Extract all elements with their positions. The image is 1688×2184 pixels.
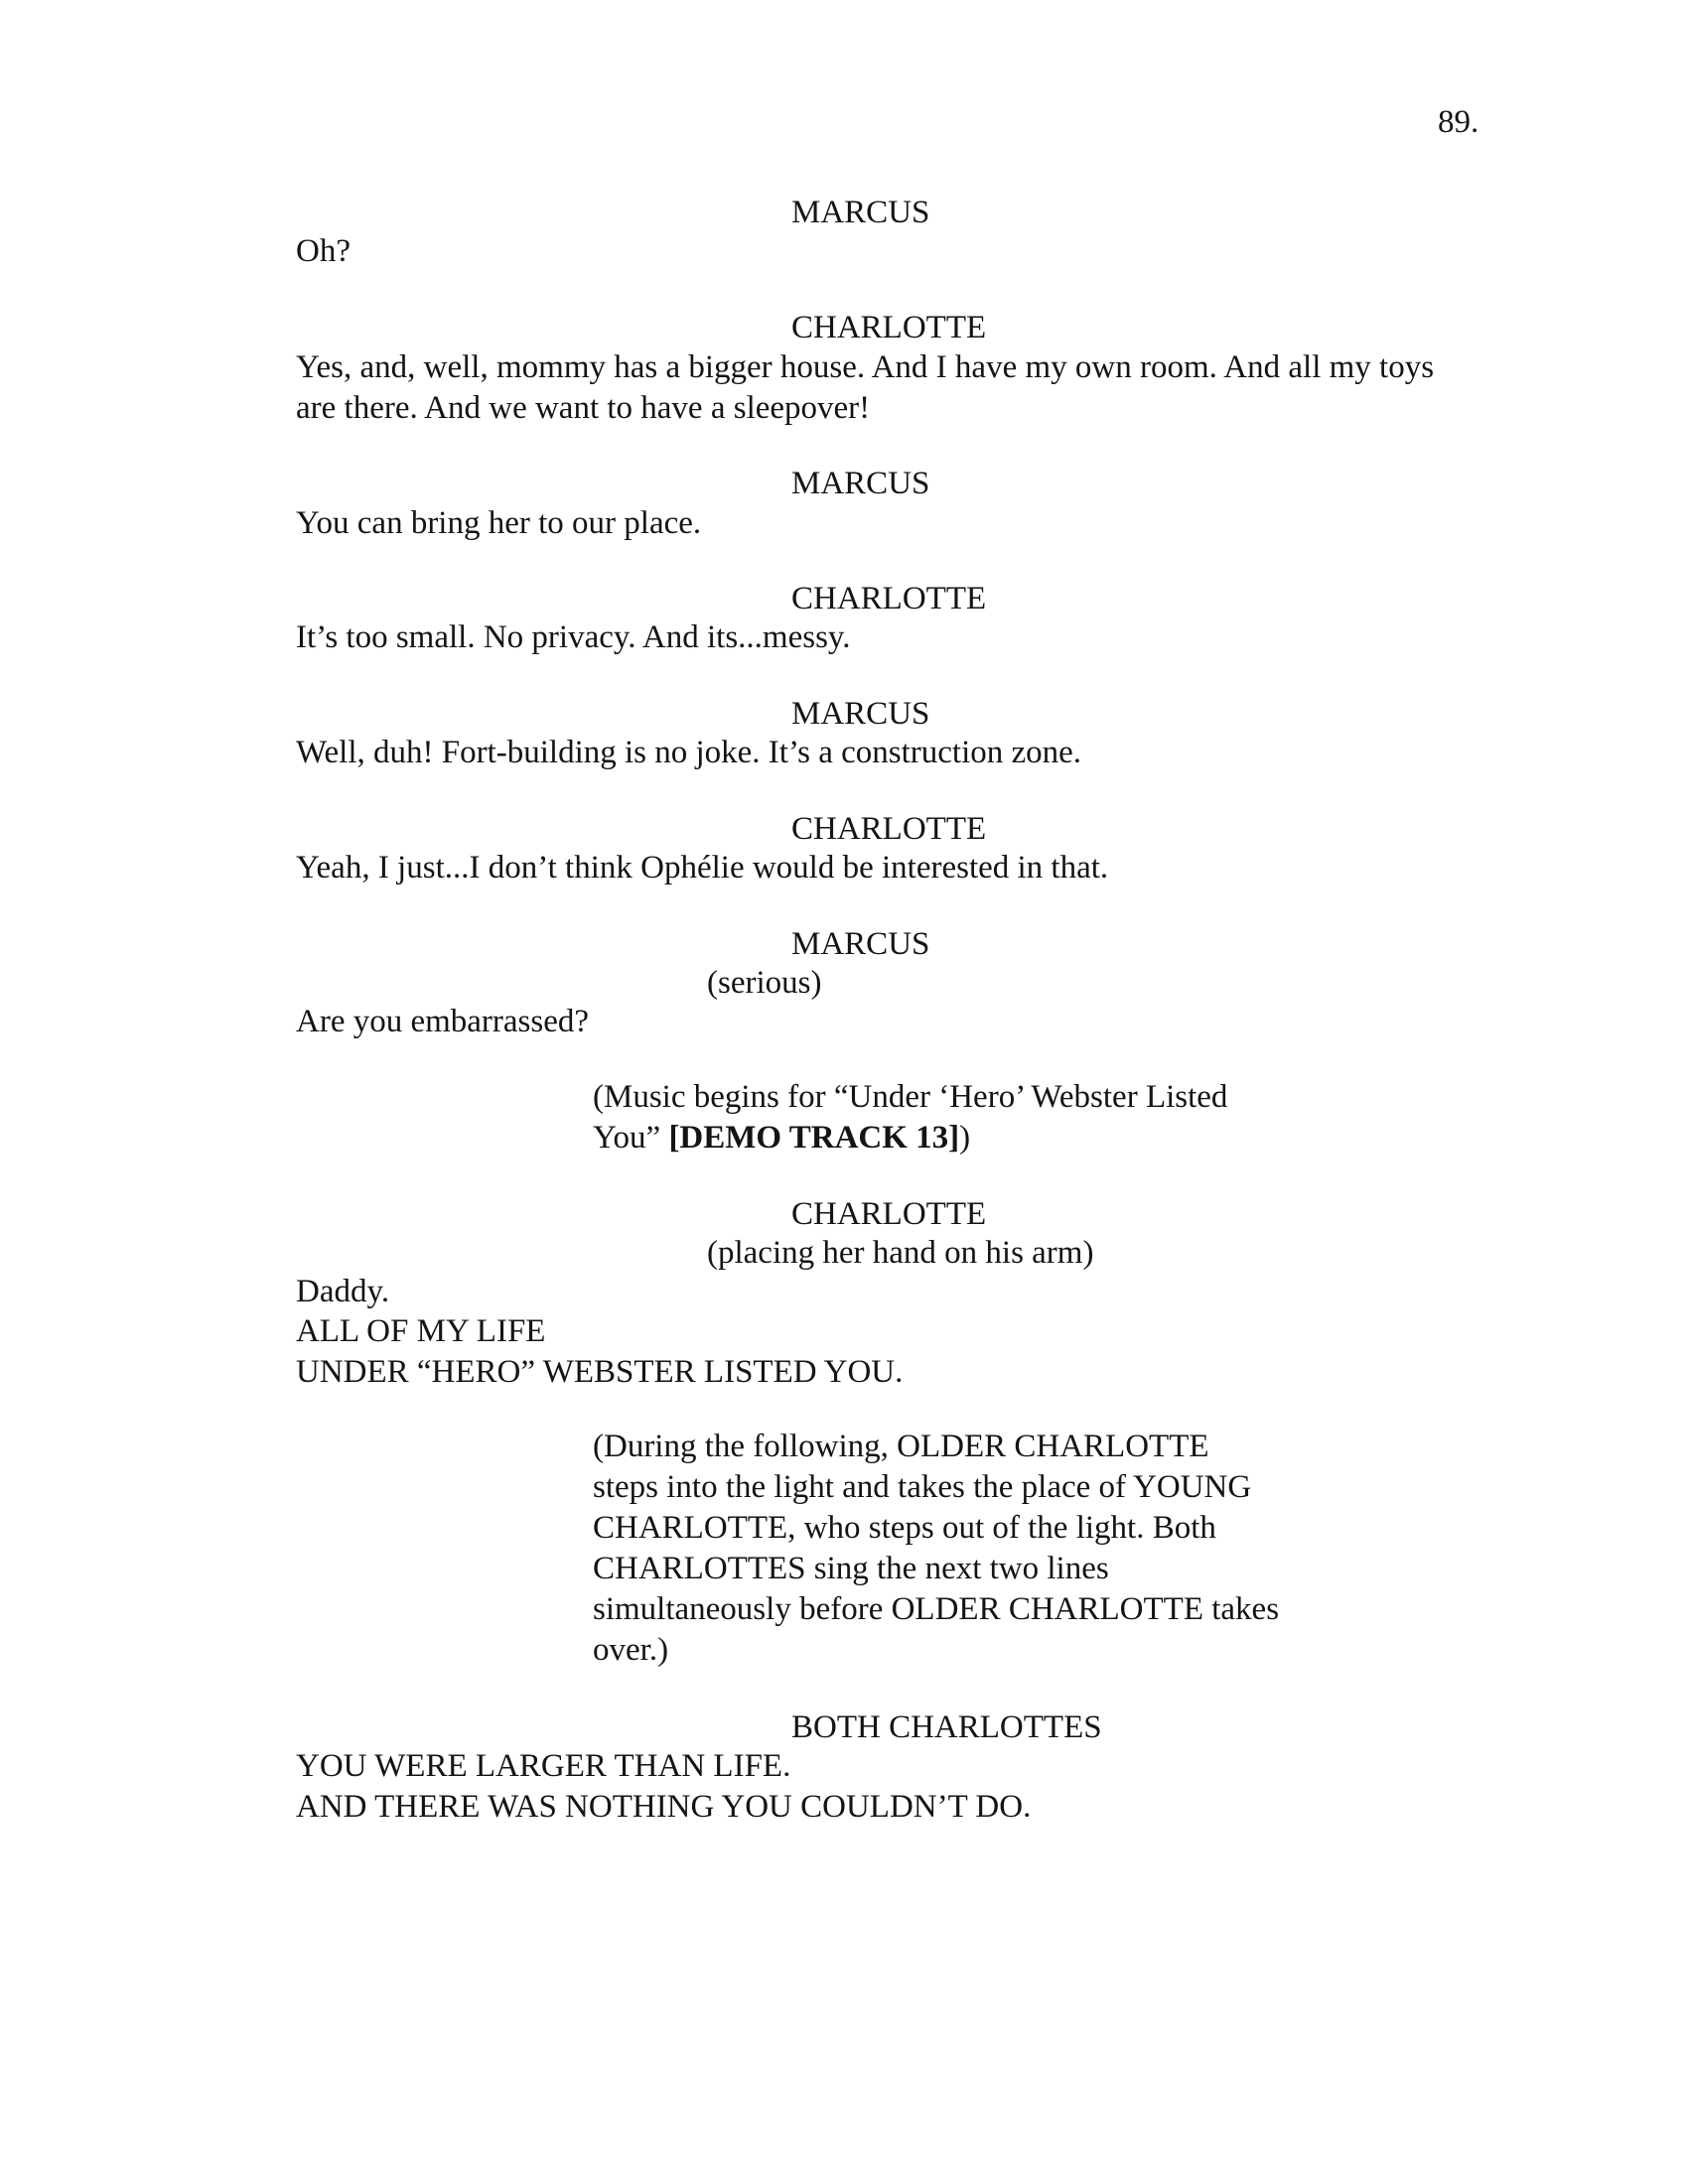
dialogue-line: Yeah, I just...I don’t think Ophélie would be interested in that. (296, 850, 1109, 886)
stage-direction (593, 1077, 1308, 1159)
stage-direction-line: over.) (593, 1632, 669, 1668)
dialogue-line: It’s too small. No privacy. And its...messy. (296, 619, 851, 655)
parenthetical: (placing her hand on his arm) (707, 1235, 1094, 1271)
dialogue-line: Well, duh! Fort-building is no joke. It’s a construction zone. (296, 735, 1082, 770)
stage-direction-line: (Music begins for “Under ‘Hero’ Webster Listed (593, 1079, 1228, 1115)
character-name: MARCUS (791, 195, 930, 230)
demo-track-label: [DEMO TRACK 13] (668, 1120, 960, 1156)
stage-direction-line: CHARLOTTES sing the next two lines (593, 1551, 1109, 1586)
stage-direction-text: You” (593, 1120, 669, 1156)
parenthetical: (serious) (707, 965, 822, 1001)
character-name: MARCUS (791, 926, 930, 962)
stage-direction-line: steps into the light and takes the place of YOUNG (593, 1469, 1252, 1505)
page-number: 89. (1438, 104, 1479, 140)
stage-direction-text: ) (959, 1120, 971, 1156)
dialogue-line: Daddy. (296, 1274, 390, 1309)
stage-direction-line (593, 1118, 1308, 1159)
character-name: BOTH CHARLOTTES (791, 1709, 1102, 1745)
dialogue-line: You can bring her to our place. (296, 505, 702, 541)
character-name: MARCUS (791, 696, 930, 732)
character-name: CHARLOTTE (791, 310, 987, 345)
stage-direction (593, 1427, 1308, 1671)
dialogue-line: Yes, and, well, mommy has a bigger house. And I have my own room. And all my toys (296, 349, 1435, 385)
character-name: CHARLOTTE (791, 811, 987, 847)
stage-direction-line: CHARLOTTE, who steps out of the light. Both (593, 1510, 1216, 1546)
character-name: CHARLOTTE (791, 581, 987, 616)
dialogue-line: Oh? (296, 233, 351, 269)
lyric-line: ALL OF MY LIFE (296, 1313, 546, 1349)
character-name: CHARLOTTE (791, 1196, 987, 1232)
lyric-line: AND THERE WAS NOTHING YOU COULDN’T DO. (296, 1789, 1032, 1825)
lyric-line: YOU WERE LARGER THAN LIFE. (296, 1748, 791, 1784)
stage-direction-line: simultaneously before OLDER CHARLOTTE takes (593, 1591, 1280, 1627)
lyric-line: UNDER “HERO” WEBSTER LISTED YOU. (296, 1354, 904, 1390)
stage-direction-line: (During the following, OLDER CHARLOTTE (593, 1429, 1209, 1464)
dialogue-line: are there. And we want to have a sleepover! (296, 390, 871, 426)
character-name: MARCUS (791, 466, 930, 501)
dialogue-line: Are you embarrassed? (296, 1004, 590, 1039)
